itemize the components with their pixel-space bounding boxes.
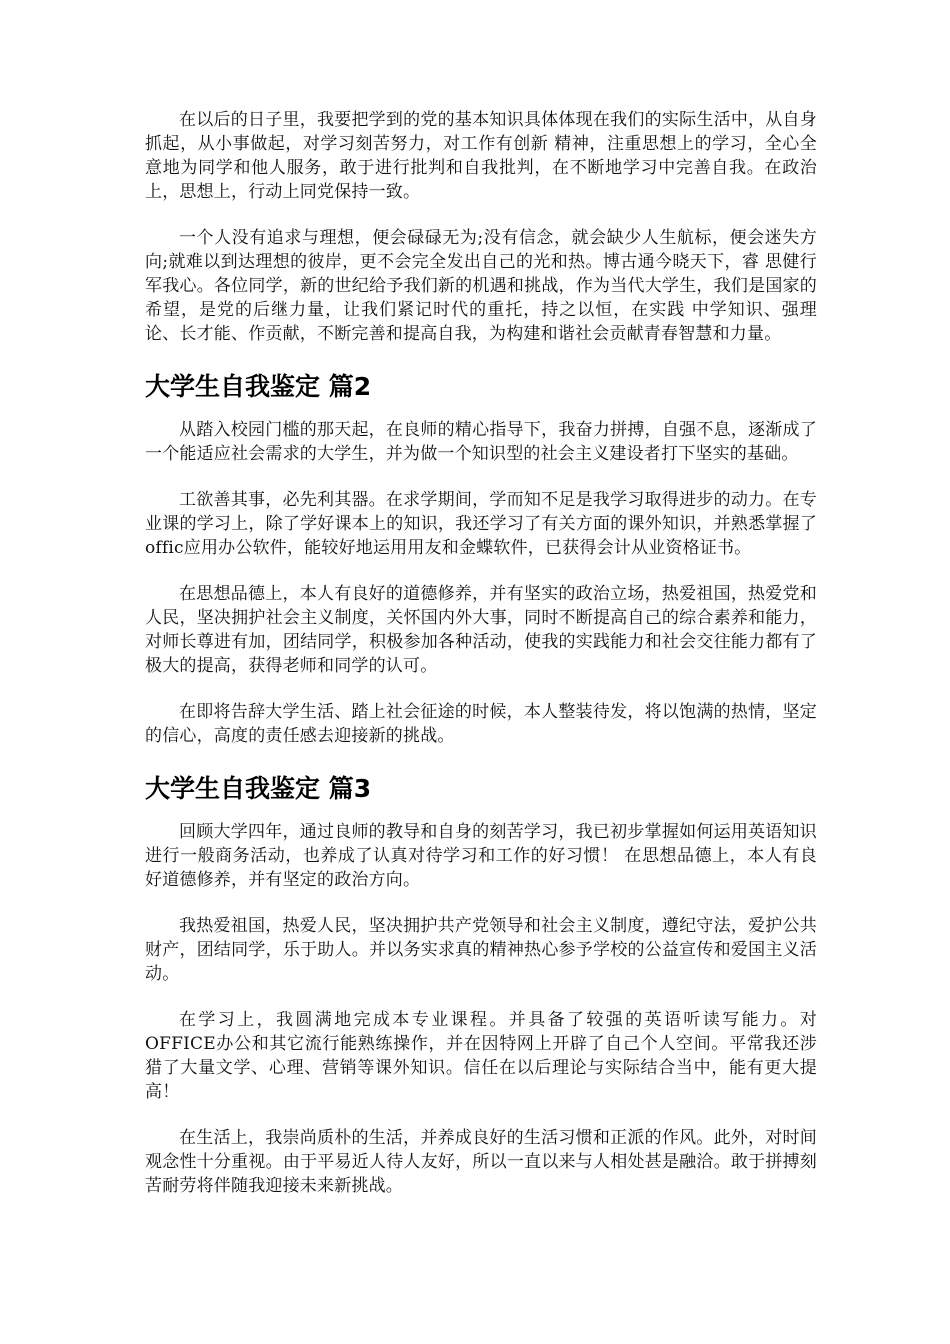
section-heading: 大学生自我鉴定 篇3 (145, 774, 372, 803)
paragraph: 从踏入校园门槛的那天起，在良师的精心指导下，我奋力拼搏，自强不息，逐渐成了一个能适应社会需求的大学生，并为做一个知识型的社会主义建设者打下坚实的基础。 (145, 420, 817, 464)
paragraph: 在学习上，我圆满地完成本专业课程。并具备了较强的英语听读写能力。对OFFICE办公和其它流行能熟练操作，并在因特网上开辟了自己个人空间。平常我还涉猎了大量文学、心理、营销等课外知识。信任在以后理论与实际结合当中，能有更大提高！ (145, 1010, 817, 1102)
paragraph: 工欲善其事，必先利其器。在求学期间，学而知不足是我学习取得进步的动力。在专业课的学习上，除了学好课本上的知识，我还学习了有关方面的课外知识，并熟悉掌握了offic应用办公软件，能较好地运用用友和金蝶软件，已获得会计从业资格证书。 (145, 490, 817, 558)
paragraph: 在即将告辞大学生活、踏上社会征途的时候，本人整装待发，将以饱满的热情，坚定的信心，高度的责任感去迎接新的挑战。 (145, 702, 817, 746)
document-page (145, 108, 817, 1198)
paragraph: 一个人没有追求与理想，便会碌碌无为;没有信念，就会缺少人生航标，便会迷失方向;就难以到达理想的彼岸，更不会完全发出自己的光和热。博古通今晓天下，睿 思健行军我心。各位同学，新的世纪给予我们新的机遇和挑战，作为当代大学生，我们是国家的希望，是党的后继力量，让我们紧记时代的重托，持之以恒，在实践 中学知识、强理论、长才能、作贡献，不断完善和提高自我，为构建和谐社会贡献青春智慧和力量。 (145, 228, 817, 344)
paragraph: 在生活上，我崇尚质朴的生活，并养成良好的生活习惯和正派的作风。此外，对时间观念性十分重视。由于平易近人待人友好，所以一直以来与人相处甚是融洽。敢于拼搏刻苦耐劳将伴随我迎接未来新挑战。 (145, 1128, 817, 1196)
paragraph: 我热爱祖国，热爱人民，坚决拥护共产党领导和社会主义制度，遵纪守法，爱护公共财产，团结同学，乐于助人。并以务实求真的精神热心参予学校的公益宣传和爱国主义活动。 (145, 916, 817, 984)
section-heading: 大学生自我鉴定 篇2 (145, 372, 372, 401)
paragraph: 在以后的日子里，我要把学到的党的基本知识具体体现在我们的实际生活中，从自身抓起，从小事做起，对学习刻苦努力，对工作有创新 精神，注重思想上的学习，全心全意地为同学和他人服务，敢于进行批判和自我批判，在不断地学习中完善自我。在政治上，思想上，行动上同党保持一致。 (145, 110, 817, 202)
paragraph: 在思想品德上，本人有良好的道德修养，并有坚实的政治立场，热爱祖国，热爱党和人民，坚决拥护社会主义制度，关怀国内外大事，同时不断提高自己的综合素养和能力，对师长尊进有加，团结同学，积极参加各种活动，使我的实践能力和社会交往能力都有了极大的提高，获得老师和同学的认可。 (145, 584, 817, 676)
paragraph: 回顾大学四年，通过良师的教导和自身的刻苦学习，我已初步掌握如何运用英语知识进行一般商务活动，也养成了认真对待学习和工作的好习惯！ 在思想品德上，本人有良好道德修养，并有坚定的政治方向。 (145, 822, 817, 890)
